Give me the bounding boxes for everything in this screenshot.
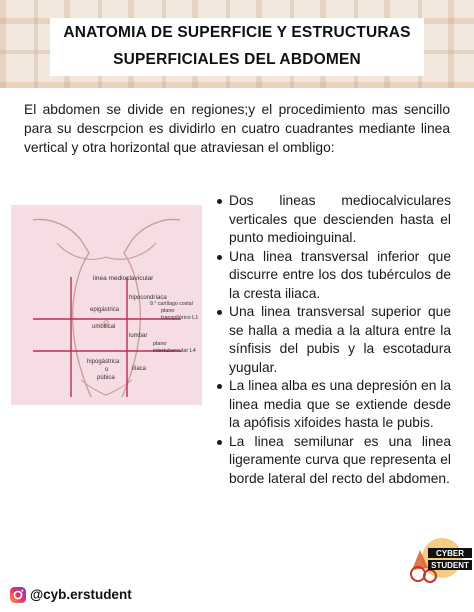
logo-text-1: CYBER (435, 549, 465, 558)
label-iliaca: ilíaca (132, 366, 147, 372)
abdomen-regions-figure (11, 205, 202, 405)
label-plano-2: plano (153, 341, 167, 347)
title-line-2: SUPERFICIALES DEL ABDOMEN (113, 51, 361, 68)
chest-curve (57, 243, 156, 259)
bullet-item: La linea alba es una depresión en la linea media que se extiende desde la apófisis xifoides hasta le pubis. (215, 377, 451, 433)
title-box (50, 18, 424, 76)
label-hipocondriaca: hipocondríaca (129, 295, 167, 301)
intro-paragraph: El abdomen se divide en regiones;y el procedimiento mas sencillo para su descrpcion es dividirlo en cuatro cuadrantes mediante linea vertical y otra horizontal que atraviesan el ombligo: (24, 102, 450, 155)
abdomen-diagram (11, 205, 202, 405)
label-cartilago-costal: 9.° cartílago costal (150, 301, 193, 307)
label-transpilorico: transpilórico L1 (161, 315, 199, 321)
title-line-1: ANATOMIA DE SUPERFICIE Y ESTRUCTURAS (63, 24, 411, 41)
instagram-icon[interactable] (9, 586, 27, 604)
label-linea-medioclavicular: linea medioclavicular (93, 275, 154, 282)
logo-graphic (398, 530, 474, 590)
cyber-student-logo (398, 530, 474, 590)
bullet-list (215, 192, 451, 488)
bullet-item: Una linea transversal inferior que discurre entre los dos tubérculos de la cresta iliaca. (215, 248, 451, 304)
label-lumbar: lumbar (129, 333, 148, 339)
label-epigastrica: epigástrica (90, 307, 120, 313)
bullet-item: Una linea transversal superior que se halla a media a la altura entre la sínfisis del pubis y la escotadura yugular. (215, 303, 451, 377)
label-intertubercular: intertubercular L4 (153, 348, 196, 354)
bullet-item: La linea semilunar es una linea ligeramente curva que representa el borde lateral del recto del abdomen. (215, 433, 451, 489)
label-hipogastrica: hipogástrica (87, 359, 120, 365)
label-o: o (105, 367, 109, 373)
plaid-header-banner (0, 0, 474, 88)
bullet-item: Dos lineas mediocalviculares verticales que descienden hasta el punto medioinguinal. (215, 192, 451, 248)
label-plano: plano (161, 308, 175, 314)
instagram-handle[interactable]: @cyb.erstudent (30, 587, 132, 602)
label-pubica: púbica (97, 375, 115, 381)
label-umbilical: umbilical (92, 324, 116, 330)
logo-text-2: STUDENT (431, 561, 469, 570)
